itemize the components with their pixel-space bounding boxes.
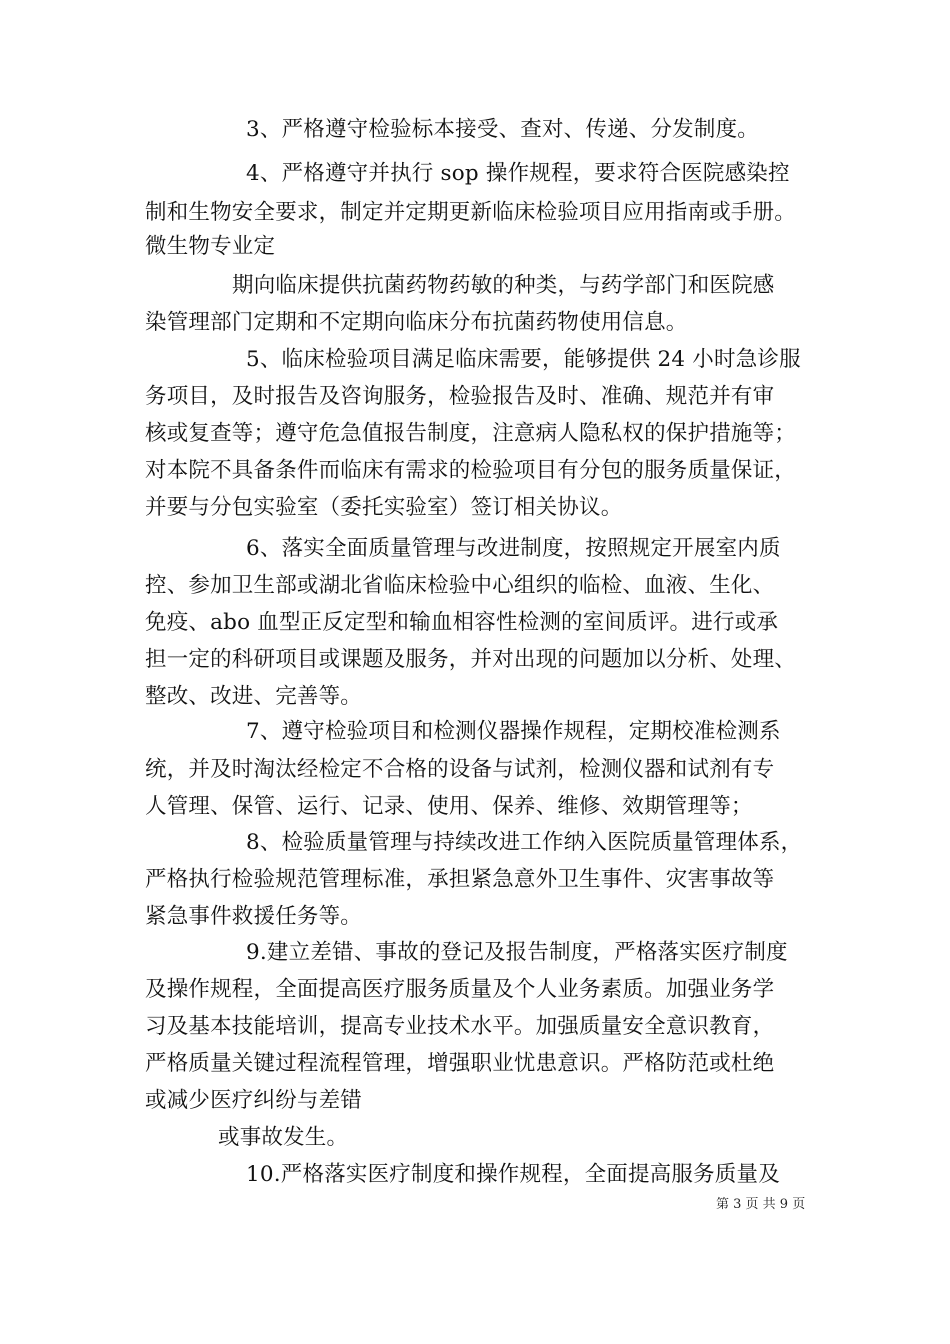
- paragraph-line: 3、严格遵守检验标本接受、查对、传递、分发制度。: [246, 117, 759, 142]
- paragraph-line: 整改、改进、完善等。: [145, 684, 363, 709]
- paragraph-line: 严格质量关键过程流程管理，增强职业忧患意识。严格防范或杜绝: [145, 1051, 775, 1076]
- paragraph-line: 9.建立差错、事故的登记及报告制度，严格落实医疗制度: [246, 940, 788, 965]
- paragraph-line: 或事故发生。: [218, 1125, 349, 1150]
- paragraph-line: 6、落实全面质量管理与改进制度，按照规定开展室内质: [246, 536, 781, 561]
- paragraph-line: 期向临床提供抗菌药物药敏的种类，与药学部门和医院感: [232, 273, 775, 298]
- paragraph-line: 免疫、abo 血型正反定型和输血相容性检测的室间质评。进行或承: [145, 610, 779, 635]
- paragraph-line: 5、临床检验项目满足临床需要，能够提供 24 小时急诊服: [246, 347, 801, 372]
- paragraph-line: 微生物专业定: [145, 234, 276, 259]
- paragraph-line: 担一定的科研项目或课题及服务，并对出现的问题加以分析、处理、: [145, 647, 797, 672]
- paragraph-line: 严格执行检验规范管理标准，承担紧急意外卫生事件、灾害事故等: [145, 867, 775, 892]
- paragraph-line: 制和生物安全要求，制定并定期更新临床检验项目应用指南或手册。: [145, 200, 797, 225]
- paragraph-line: 控、参加卫生部或湖北省临床检验中心组织的临检、血液、生化、: [145, 573, 775, 598]
- paragraph-line: 核或复查等；遵守危急值报告制度，注意病人隐私权的保护措施等；: [145, 421, 797, 446]
- page-number: 第 3 页 共 9 页: [716, 1197, 806, 1212]
- paragraph-line: 染管理部门定期和不定期向临床分布抗菌药物使用信息。: [145, 310, 688, 335]
- paragraph-line: 紧急事件救援任务等。: [145, 904, 363, 929]
- paragraph-line: 习及基本技能培训，提高专业技术水平。加强质量安全意识教育，: [145, 1014, 775, 1039]
- paragraph-line: 8、检验质量管理与持续改进工作纳入医院质量管理体系，: [246, 830, 803, 855]
- paragraph-line: 并要与分包实验室（委托实验室）签订相关协议。: [145, 495, 623, 520]
- paragraph-line: 或减少医疗纠纷与差错: [145, 1088, 363, 1113]
- paragraph-line: 统，并及时淘汰经检定不合格的设备与试剂，检测仪器和试剂有专: [145, 757, 775, 782]
- paragraph-line: 4、严格遵守并执行 sop 操作规程，要求符合医院感染控: [246, 161, 790, 186]
- paragraph-line: 及操作规程，全面提高医疗服务质量及个人业务素质。加强业务学: [145, 977, 775, 1002]
- paragraph-line: 人管理、保管、运行、记录、使用、保养、维修、效期管理等；: [145, 794, 753, 819]
- paragraph-line: 务项目，及时报告及咨询服务，检验报告及时、准确、规范并有审: [145, 384, 775, 409]
- paragraph-line: 对本院不具备条件而临床有需求的检验项目有分包的服务质量保证，: [145, 458, 797, 483]
- paragraph-line: 7、遵守检验项目和检测仪器操作规程，定期校准检测系: [246, 719, 781, 744]
- paragraph-line: 10.严格落实医疗制度和操作规程，全面提高服务质量及: [246, 1162, 780, 1187]
